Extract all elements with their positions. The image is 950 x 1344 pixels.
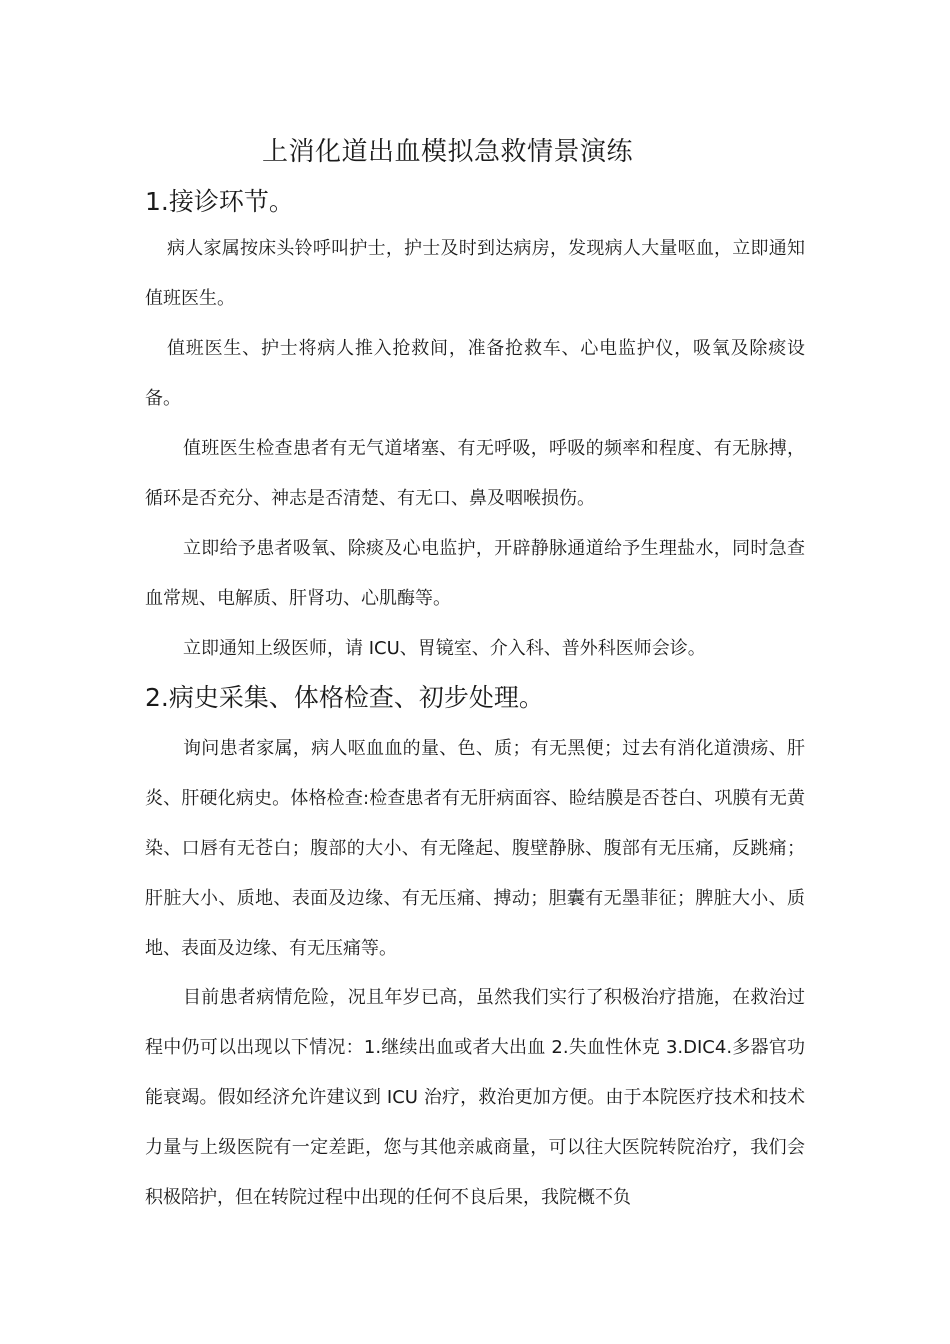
paragraph-intake-2: 值班医生、护士将病人推入抢救间，准备抢救车、心电监护仪，吸氧及除痰设备。 xyxy=(145,338,805,409)
paragraph-intake-3: 值班医生检查患者有无气道堵塞、有无呼吸，呼吸的频率和程度、有无脉搏，循环是否充分、神志是否清楚、有无口、鼻及咽喉损伤。 xyxy=(145,438,805,509)
document-title: 上消化道出血模拟急救情景演练 xyxy=(261,137,633,167)
section-heading-intake: 1.接诊环节。 xyxy=(145,187,294,216)
section-heading-history: 2.病史采集、体格检查、初步处理。 xyxy=(145,683,544,712)
paragraph-intake-4: 立即给予患者吸氧、除痰及心电监护，开辟静脉通道给予生理盐水，同时急查血常规、电解质、肝肾功、心肌酶等。 xyxy=(145,538,805,609)
paragraph-intake-5: 立即通知上级医师，请 ICU、胃镜室、介入科、普外科医师会诊。 xyxy=(183,638,706,659)
paragraph-history-1: 询问患者家属，病人呕血血的量、色、质；有无黑便；过去有消化道溃疡、肝炎、肝硬化病史。体格检查:检查患者有无肝病面容、睑结膜是否苍白、巩膜有无黄染、口唇有无苍白；腹部的大小、有无隆起、腹壁静脉、腹部有无压痛，反跳痛；肝脏大小、质地、表面及边缘、有无压痛、搏动；胆囊有无墨菲征；脾脏大小、质地、表面及边缘、有无压痛等。 xyxy=(145,738,805,959)
paragraph-intake-1: 病人家属按床头铃呼叫护士，护士及时到达病房，发现病人大量呕血，立即通知值班医生。 xyxy=(145,238,805,309)
paragraph-history-2: 目前患者病情危险，况且年岁已高，虽然我们实行了积极治疗措施，在救治过程中仍可以出现以下情况：1.继续出血或者大出血 2.失血性休克 3.DIC4.多器官功能衰竭。假如经济允许建议到 ICU 治疗，救治更加方便。由于本院医疗技术和技术力量与上级医院有一定差距，您与其他亲戚商量，可以往大医院转院治疗，我们会积极陪护，但在转院过程中出现的任何不良后果，我院概不负 xyxy=(145,987,805,1208)
